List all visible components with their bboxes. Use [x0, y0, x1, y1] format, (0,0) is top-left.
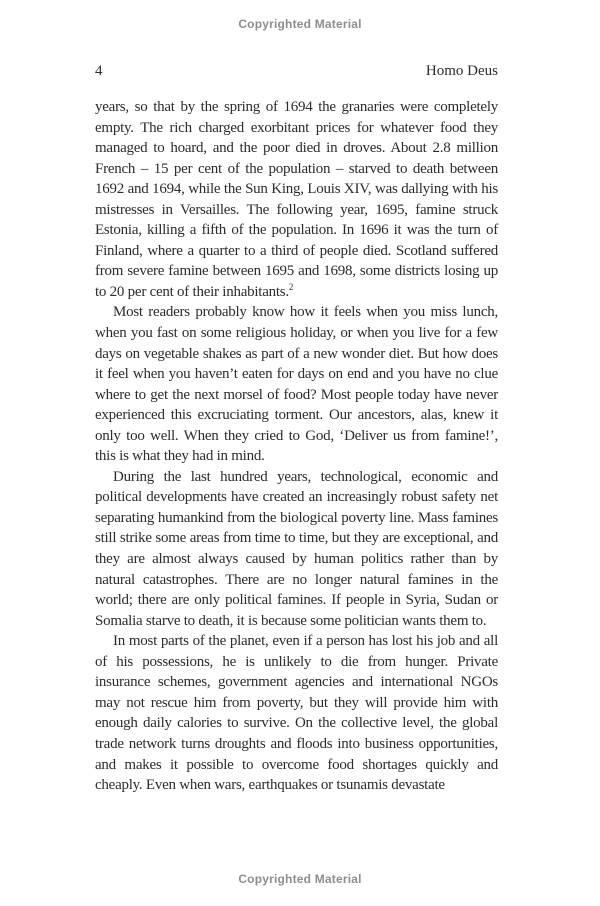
- copyright-notice-bottom: Copyrighted Material: [238, 872, 362, 886]
- paragraph-text: years, so that by the spring of 1694 the granaries were completely empty. The rich charged exorbitant prices for whatever food they managed to hoard, and the poor died in droves. About 2.8 million French – 15 per cent of the population – starved to death between 1692 and 1694, while the Sun King, Louis XIV, was dallying with his mistresses in Versailles. The following year, 1695, famine struck Estonia, killing a fifth of the population. In 1696 it was the turn of Finland, where a quarter to a third of people died. Scotland suffered from severe famine between 1695 and 1698, some districts losing up to 20 per cent of their inhabitants.: [95, 99, 498, 300]
- body-paragraph: [95, 97, 498, 302]
- body-paragraph: Most readers probably know how it feels when you miss lunch, when you fast on some religious holiday, or when you live for a few days on vegetable shakes as part of a new wonder diet. But how does it feel when you haven’t eaten for days on end and you have no clue where to get the next morsel of food? Most people today have never experienced this excruciating torment. Our ancestors, alas, knew it only too well. When they cried to God, ‘Deliver us from famine!’, this is what they had in mind.: [95, 304, 498, 465]
- page-number: 4: [95, 63, 103, 79]
- running-header: [95, 63, 498, 80]
- body-text: [95, 97, 498, 796]
- body-paragraph: During the last hundred years, technological, economic and political developments have created an increasingly robust safety net separating humankind from the biological poverty line. Mass famines still strike some areas from time to time, but they are exceptional, and they are almost always caused by human politics rather than by natural catastrophes. There are no longer natural famines in the world; there are only political famines. If people in Syria, Sudan or Somalia starve to death, it is because some politician wants them to.: [95, 468, 498, 629]
- running-title: Homo Deus: [425, 63, 498, 79]
- copyright-notice-top: Copyrighted Material: [238, 17, 362, 31]
- body-paragraph: In most parts of the planet, even if a person has lost his job and all of his possessions, he is unlikely to die from hunger. Private insurance schemes, government agencies and international NGOs may not rescue him from poverty, but they will provide him with enough daily calories to survive. On the collective level, the global trade network turns droughts and floods into business opportunities, and makes it possible to overcome food shortages quickly and cheaply. Even when wars, earthquakes or tsunamis devastate: [95, 633, 498, 794]
- footnote-reference: 2: [288, 281, 294, 292]
